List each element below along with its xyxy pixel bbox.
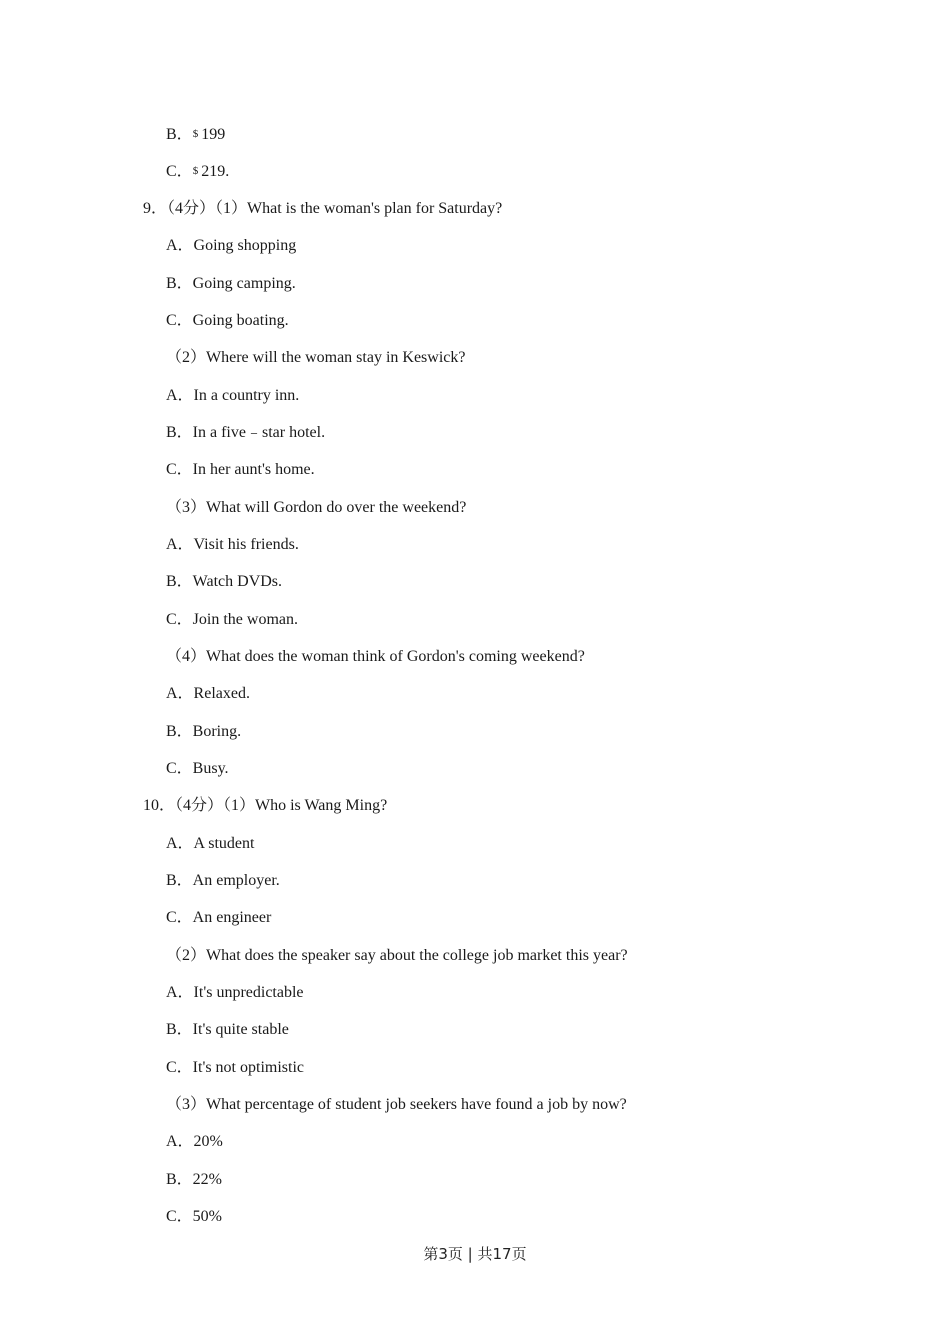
q9-sub-4: （4）What does the woman think of Gordon's coming weekend? [166, 648, 585, 665]
q9-1-option-c: C．Going boating. [166, 312, 289, 329]
question-10-head: 10．（4分）（1）Who is Wang Ming? [143, 797, 388, 814]
q10-2-option-a: A．It's unpredictable [166, 984, 304, 1001]
q9-4-option-b: B．Boring. [166, 723, 242, 740]
q9-3-option-c: C．Join the woman. [166, 611, 298, 628]
q9-4-option-a: A．Relaxed. [166, 685, 250, 702]
q9-sub-2: （2）Where will the woman stay in Keswick? [166, 349, 466, 366]
question-9-head: 9．（4分）（1）What is the woman's plan for Saturday? [143, 200, 503, 217]
q10-2-option-b: B．It's quite stable [166, 1021, 289, 1038]
q10-sub-2: （2）What does the speaker say about the college job market this year? [166, 947, 628, 964]
page-footer: 第3页 | 共17页 [423, 1245, 527, 1263]
q9-4-option-c: C．Busy. [166, 760, 229, 777]
top-option-b: B．$ 199 [166, 126, 226, 143]
q9-1-option-a: A．Going shopping [166, 237, 297, 254]
q10-3-option-c: C．50% [166, 1208, 223, 1225]
q10-2-option-c: C．It's not optimistic [166, 1059, 305, 1076]
q10-sub-3: （3）What percentage of student job seekers have found a job by now? [166, 1096, 627, 1113]
top-option-c: C．$ 219. [166, 163, 230, 180]
q9-3-option-a: A．Visit his friends. [166, 536, 299, 553]
q9-2-option-a: A．In a country inn. [166, 387, 300, 404]
q10-1-option-a: A．A student [166, 835, 255, 852]
q10-1-option-c: C．An engineer [166, 909, 272, 926]
q9-sub-3: （3）What will Gordon do over the weekend? [166, 499, 467, 516]
q9-2-option-c: C．In her aunt's home. [166, 461, 315, 478]
q9-1-option-b: B．Going camping. [166, 275, 296, 292]
q10-1-option-b: B．An employer. [166, 872, 280, 889]
q9-3-option-b: B．Watch DVDs. [166, 573, 283, 590]
q10-3-option-a: A．20% [166, 1133, 223, 1150]
q9-2-option-b: B．In a five﹣star hotel. [166, 424, 326, 441]
q10-3-option-b: B．22% [166, 1171, 223, 1188]
